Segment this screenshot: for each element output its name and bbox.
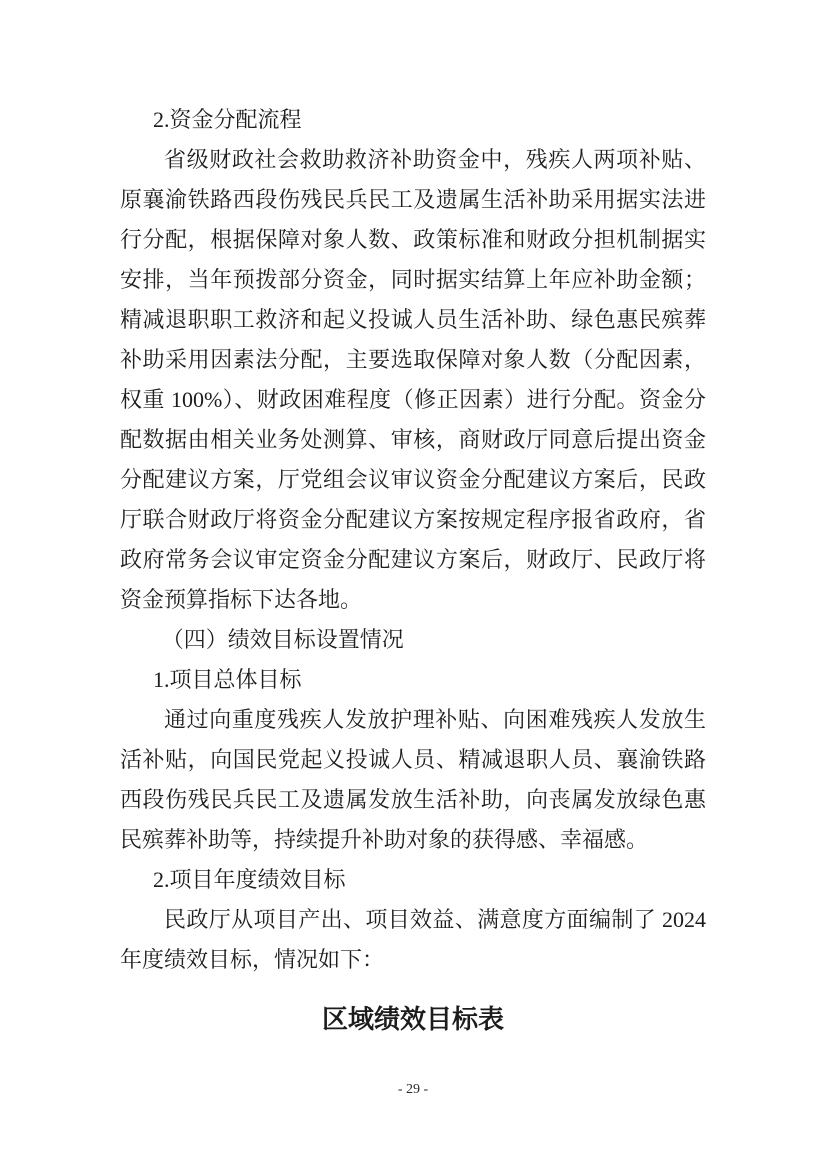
heading-project-overall-goal: 1.项目总体目标 bbox=[153, 667, 302, 692]
document-body bbox=[120, 100, 706, 1046]
heading-performance-goal-setting: （四）绩效目标设置情况 bbox=[161, 627, 404, 652]
regional-performance-goal-table-title: 区域绩效目标表 bbox=[321, 1005, 504, 1034]
page-number: - 29 - bbox=[397, 1082, 429, 1097]
paragraph-project-overall-goal: 通过向重度残疾人发放护理补贴、向困难残疾人发放生活补贴，向国民党起义投诚人员、精减退职人员、襄渝铁路西段伤残民兵民工及遗属发放生活补助，向丧属发放绿色惠民殡葬补助等，持续提升补助对象的获得感、幸福感。 bbox=[120, 707, 706, 852]
paragraph-fund-allocation: 省级财政社会救助救济补助资金中，残疾人两项补贴、原襄渝铁路西段伤残民兵民工及遗属生活补助采用据实法进行分配，根据保障对象人数、政策标准和财政分担机制据实安排，当年预拨部分资金，同时据实结算上年应补助金额；精减退职职工救济和起义投诚人员生活补助、绿色惠民殡葬补助采用因素法分配，主要选取保障对象人数（分配因素，权重 100%）、财政困难程度（修正因素）进行分配。资金分配数据由相关业务处测算、审核，商财政厅同意后提出资金分配建议方案，厅党组会议审议资金分配建议方案后，民政厅联合财政厅将资金分配建议方案按规定程序报省政府，省政府常务会议审定资金分配建议方案后，财政厅、民政厅将资金预算指标下达各地。 bbox=[120, 147, 706, 612]
paragraph-annual-goal-intro: 民政厅从项目产出、项目效益、满意度方面编制了 2024 年度绩效目标，情况如下： bbox=[120, 907, 706, 972]
heading-fund-allocation-process: 2.资金分配流程 bbox=[153, 107, 302, 132]
heading-project-annual-performance-goal: 2.项目年度绩效目标 bbox=[153, 867, 346, 892]
